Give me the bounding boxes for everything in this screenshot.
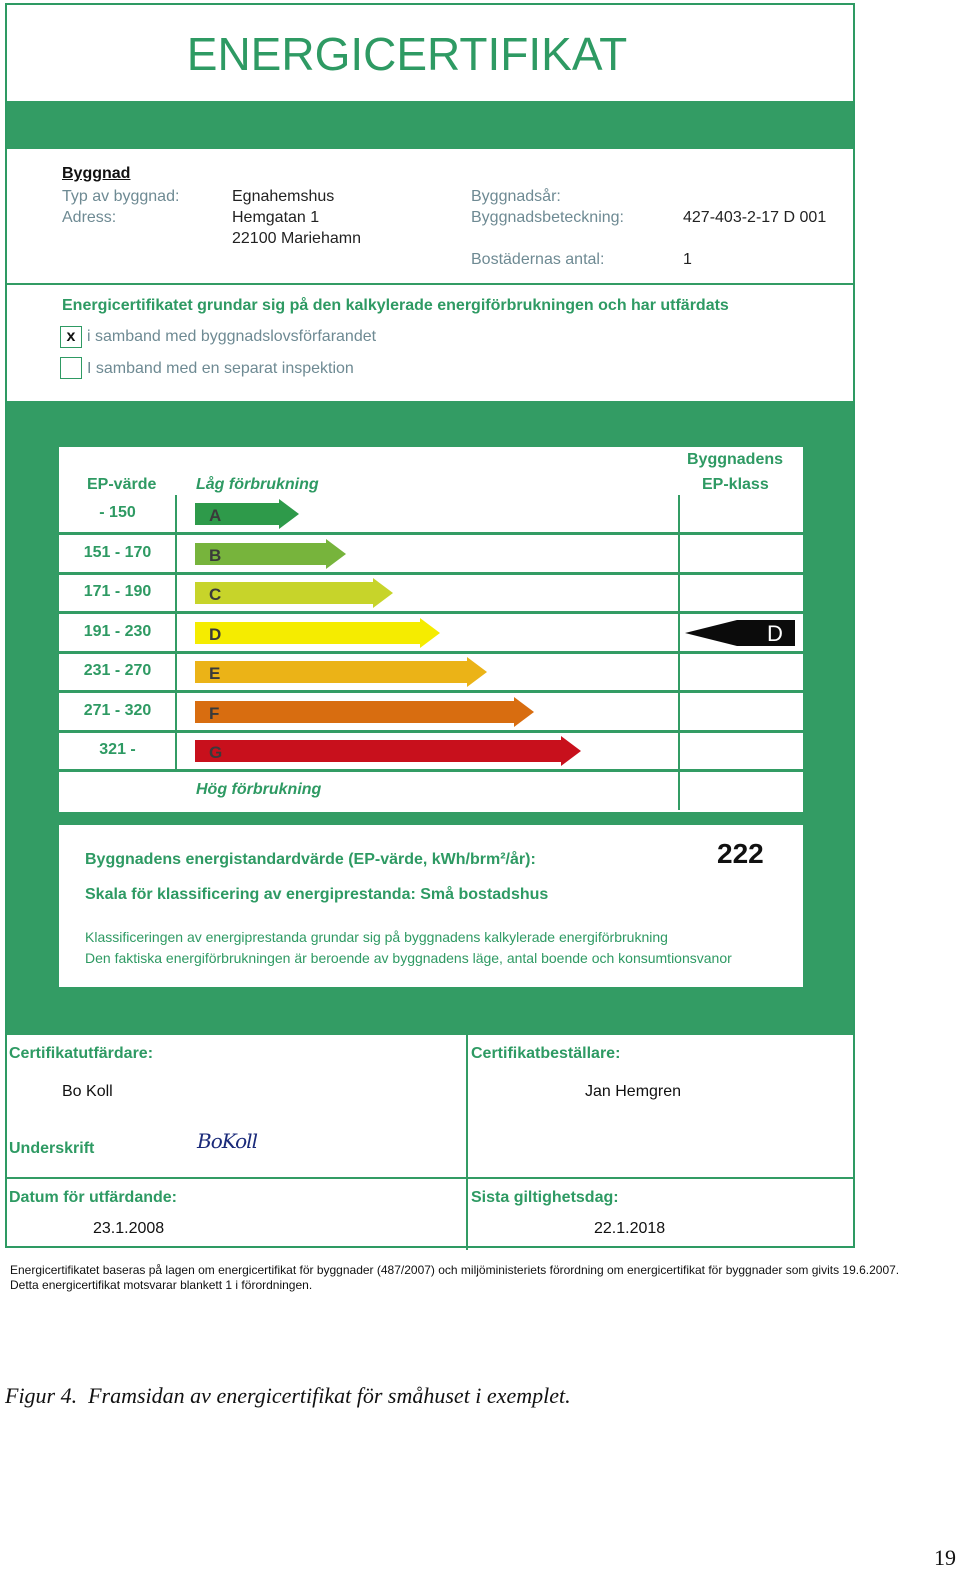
class-arrow-d [195, 618, 440, 648]
class-arrow-shape [195, 657, 487, 687]
orderer-name: Jan Hemgren [585, 1083, 682, 1100]
address-line2: 22100 Mariehamn [232, 230, 361, 247]
address-line1: Hemgatan 1 [232, 209, 320, 226]
selected-class-letter: D [767, 620, 783, 646]
ep-value-label: Byggnadens energistandardvärde (EP-värde, kWh/brm²/år): [85, 851, 536, 868]
class-arrow-b [195, 539, 346, 569]
scale-divider-left [175, 495, 177, 770]
issuer-divider [466, 1035, 468, 1250]
class-letter: B [209, 545, 222, 565]
scale-row [59, 495, 803, 535]
class-letter: G [209, 743, 223, 762]
ep-range-label: 171 - 190 [83, 583, 152, 600]
result-panel [59, 825, 803, 987]
issue-date-value: 23.1.2008 [93, 1220, 165, 1237]
scale-row [59, 653, 803, 693]
ep-value: 222 [717, 838, 764, 869]
class-letter: D [209, 624, 222, 644]
scale-row [59, 693, 803, 733]
high-consumption-label: Hög förbrukning [196, 781, 322, 798]
classification-note1: Klassificeringen av energiprestanda grundar sig på byggnadens kalkylerade energiförbrukning [85, 929, 668, 945]
issuer-name: Bo Koll [62, 1083, 113, 1100]
building-type-value: Egnahemshus [232, 188, 335, 205]
class-header-line1: Byggnadens [687, 451, 784, 468]
scale-row [59, 574, 803, 614]
class-arrow-shape [195, 578, 393, 608]
low-consumption-label: Låg förbrukning [196, 476, 319, 493]
basis-heading: Energicertifikatet grundar sig på den kalkylerade energiförbrukningen och har utfärdats [62, 297, 729, 314]
class-arrow-shape [195, 618, 440, 648]
building-heading: Byggnad [62, 165, 131, 182]
scale-panel [59, 447, 803, 812]
issuer-label: Certifikatutfärdare: [9, 1045, 154, 1062]
class-letter: A [209, 506, 222, 525]
option2-checkbox[interactable] [60, 357, 82, 379]
figure-caption: Figur 4. Framsidan av energicertifikat för småhuset i exemplet. [5, 1383, 571, 1408]
signature-label: Underskrift [9, 1140, 95, 1157]
scale-row [59, 732, 803, 772]
energy-certificate [5, 3, 855, 1248]
scale-band [7, 401, 853, 1035]
building-year-label: Byggnadsår: [471, 188, 561, 205]
dwellings-label: Bostädernas antal: [471, 251, 605, 268]
ep-range-label: 191 - 230 [83, 622, 152, 640]
date-divider [7, 1177, 853, 1179]
valid-until-label: Sista giltighetsdag: [471, 1189, 619, 1206]
ep-range-label: 271 - 320 [83, 701, 152, 719]
class-arrow-f [195, 697, 534, 727]
building-type-label: Typ av byggnad: [62, 188, 180, 205]
page-number: 19 [934, 1545, 956, 1570]
divider [7, 283, 853, 285]
ep-range-label: - 150 [99, 504, 136, 521]
building-designation-value: 427-403-2-17 D 001 [683, 209, 827, 226]
class-arrow-c [195, 578, 393, 608]
class-arrow-g [195, 736, 581, 766]
legal-note-line2: Detta energicertifikat motsvarar blankett 1 i förordningen. [10, 1278, 313, 1292]
building-designation-label: Byggnadsbeteckning: [471, 209, 624, 226]
class-arrow-shape [195, 736, 581, 766]
class-header-line2: EP-klass [702, 476, 769, 493]
class-arrow-e [195, 657, 487, 687]
scale-classification-label: Skala för klassificering av energiprestanda: Små bostadshus [85, 886, 549, 903]
ep-range-label: 151 - 170 [83, 543, 152, 561]
address-label: Adress: [62, 209, 117, 226]
dwellings-value: 1 [683, 251, 692, 268]
selected-class-indicator [685, 618, 797, 648]
class-arrow-a [195, 499, 299, 529]
signature: BoKoll [197, 1129, 257, 1153]
ep-range-label: 321 - [99, 741, 136, 758]
scale-row [59, 614, 803, 654]
legal-note-line1: Energicertifikatet baseras på lagen om energicertifikat för byggnader (487/2007) och miljöministeriets förordning om energicertifikat för byggnader som givits 19.6.2007. [10, 1263, 900, 1277]
certificate-title: ENERGICERTIFIKAT [186, 28, 628, 80]
orderer-label: Certifikatbeställare: [471, 1045, 621, 1062]
option1-label: i samband med byggnadslovsförfarandet [87, 328, 377, 345]
class-letter: E [209, 664, 221, 683]
scale-divider-right [678, 495, 680, 810]
header-band [7, 101, 853, 149]
classification-note2: Den faktiska energiförbrukningen är beroende av byggnadens läge, antal boende och konsumtionsvanor [85, 950, 732, 966]
ep-header: EP-värde [87, 476, 157, 493]
class-letter: F [209, 703, 220, 723]
issue-date-label: Datum för utfärdande: [9, 1189, 177, 1206]
valid-until-value: 22.1.2018 [594, 1220, 666, 1237]
ep-range-label: 231 - 270 [83, 662, 152, 679]
option1-checkbox[interactable]: x [60, 326, 82, 348]
class-letter: C [209, 585, 222, 604]
option2-label: I samband med en separat inspektion [87, 360, 354, 377]
class-arrow-shape [195, 697, 534, 727]
scale-row [59, 535, 803, 575]
